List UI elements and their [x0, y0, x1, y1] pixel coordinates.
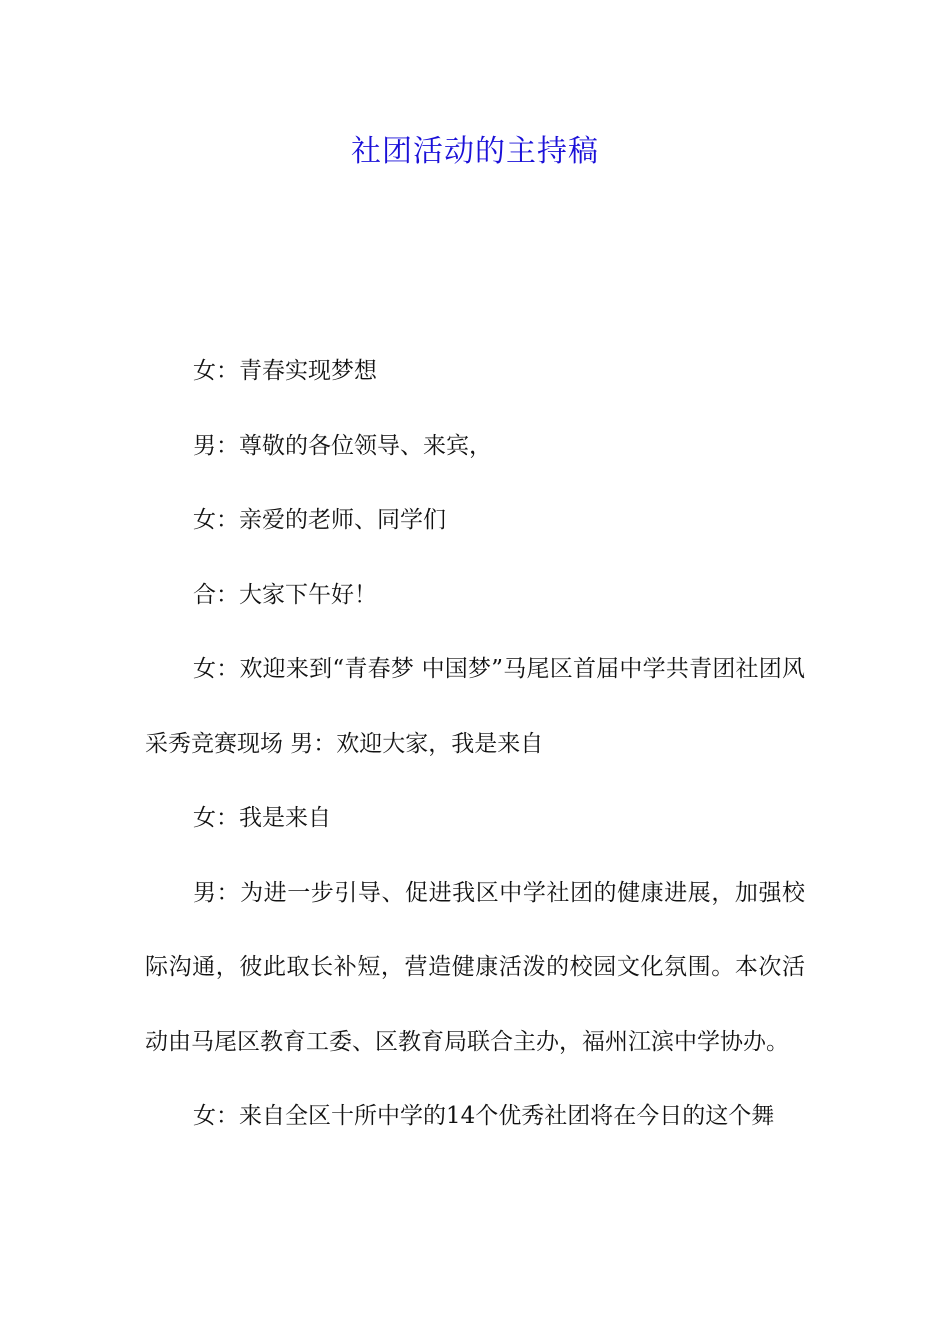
paragraph: 女：欢迎来到“青春梦 中国梦”马尾区首届中学共青团社团风采秀竞赛现场 男：欢迎大家，我是来自 — [145, 656, 805, 757]
paragraph: 男：为进一步引导、促进我区中学社团的健康进展，加强校际沟通，彼此取长补短，营造健康活泼的校园文化氛围。本次活动由马尾区教育工委、区教育局联合主办，福州江滨中学协办。 — [145, 879, 805, 1055]
paragraph: 女：青春实现梦想 — [193, 358, 377, 384]
paragraph: 女：来自全区十所中学的14个优秀社团将在今日的这个舞 — [193, 1103, 775, 1129]
document-title: 社团活动的主持稿 — [351, 134, 599, 169]
paragraph: 女：我是来自 — [193, 805, 331, 831]
paragraph: 女：亲爱的老师、同学们 — [193, 507, 446, 533]
document-body — [145, 334, 805, 1154]
paragraph: 男：尊敬的各位领导、来宾， — [193, 432, 492, 459]
paragraph: 合：大家下午好！ — [193, 581, 377, 608]
